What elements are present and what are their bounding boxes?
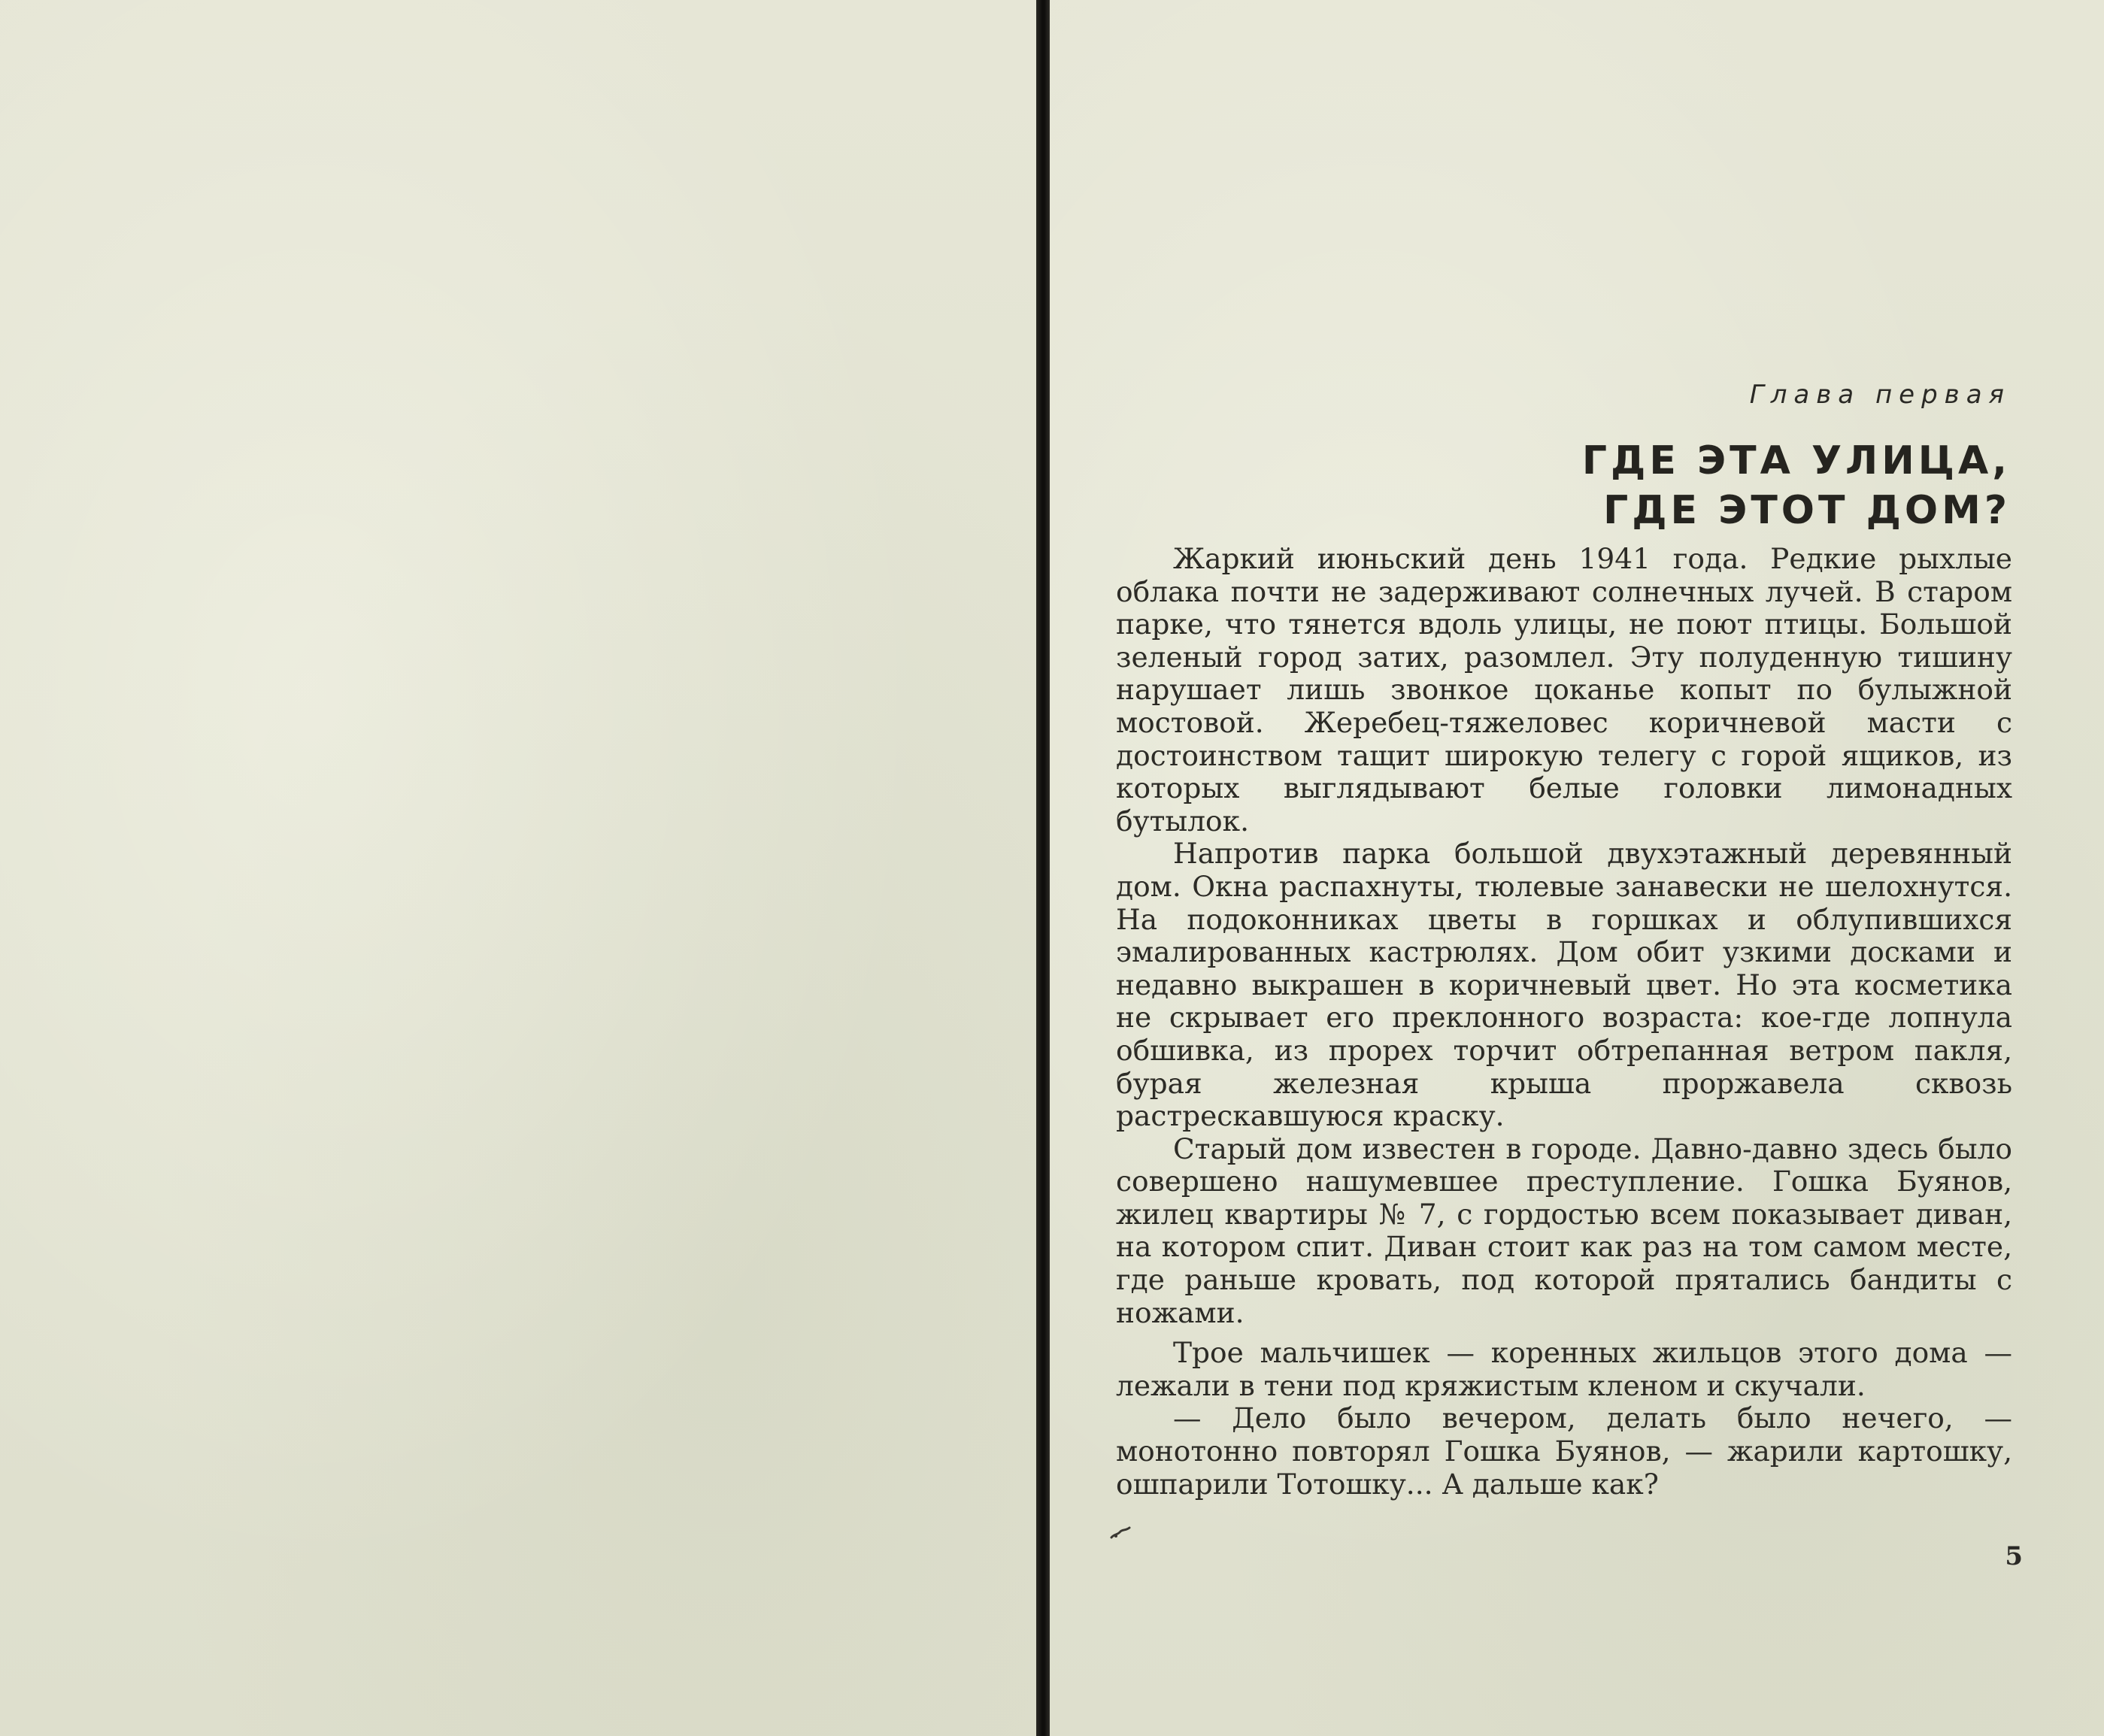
body-text	[1116, 543, 2012, 1501]
paragraph-3: Старый дом известен в городе. Давно-давно здесь было совершено нашумевшее преступление. Гошка Буянов, жилец квартиры № 7, с гордостью всем показывает диван, на котором спит. Диван стоит как раз на том самом месте, где раньше кровать, под которой прятались бандиты с ножами.	[1116, 1132, 2012, 1329]
chapter-title	[1582, 436, 2011, 535]
ink-smudge-icon	[1110, 1526, 1131, 1540]
chapter-title-line-1: ГДЕ ЭТА УЛИЦА,	[1581, 438, 2011, 483]
right-page	[1050, 0, 2104, 1736]
paragraph-4: Трое мальчишек — коренных жильцов этого дома — лежали в тени под кряжистым кленом и скучали.	[1116, 1336, 2012, 1402]
chapter-title-line-2: ГДЕ ЭТОТ ДОМ?	[1603, 488, 2011, 533]
left-page-blank	[0, 0, 1036, 1736]
paragraph-1: Жаркий июньский день 1941 года. Редкие рыхлые облака почти не задерживают солнечных лучей. В старом парке, что тянется вдоль улицы, не поют птицы. Большой зеленый город затих, разомлел. Эту полуденную тишину нарушает лишь звонкое цоканье копыт по булыжной мостовой. Жеребец-тяжеловес коричневой масти с достоинством тащит широкую телегу с горой ящиков, из которых выглядывают белые головки лимонадных бутылок.	[1116, 542, 2012, 838]
book-gutter	[1036, 0, 1050, 1736]
paragraph-5: — Дело было вечером, делать было нечего, — монотонно повторял Гошка Буянов, — жарили картошку, ошпарили Тотошку... А дальше как?	[1116, 1401, 2012, 1501]
paragraph-2: Напротив парка большой двухэтажный деревянный дом. Окна распахнуты, тюлевые занавески не шелохнутся. На подоконниках цветы в горшках и облупившихся эмалированных кастрюлях. Дом обит узкими досками и недавно выкрашен в коричневый цвет. Но эта косметика не скрывает его преклонного возраста: кое-где лопнула обшивка, из прорех торчит обтрепанная ветром пакля, бурая железная крыша проржавела сквозь растрескавшуюся краску.	[1116, 837, 2012, 1133]
chapter-label: Глава первая	[1749, 380, 2011, 410]
page-number: 5	[2005, 1541, 2023, 1571]
